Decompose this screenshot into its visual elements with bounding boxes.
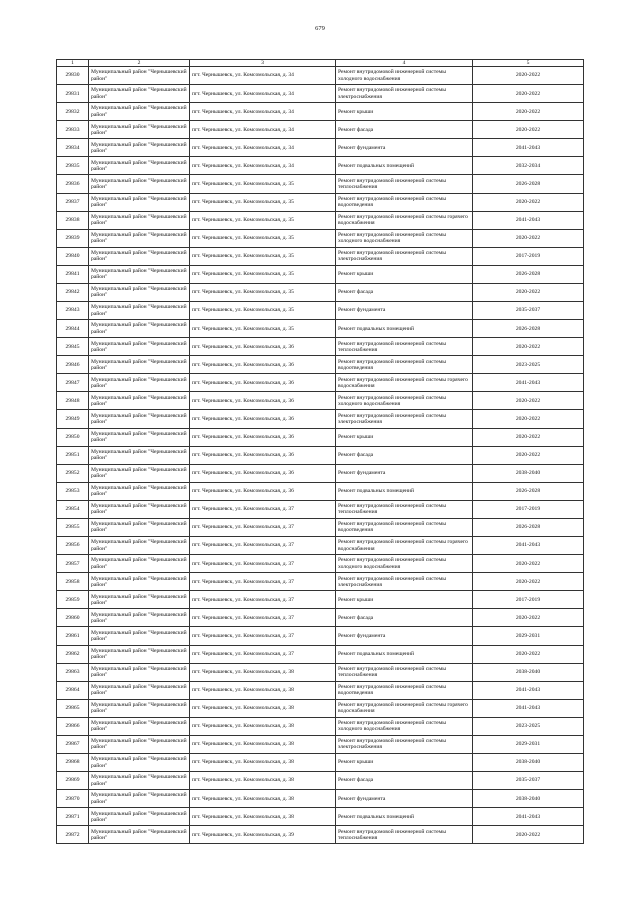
municipality-cell: Муниципальный район "Чернышевский район": [89, 681, 190, 699]
address-cell: пгт. Чернышевск, ул. Комсомольская, д. 38: [190, 808, 336, 826]
table-row: [57, 302, 584, 320]
municipality-cell: Муниципальный район "Чернышевский район": [89, 247, 190, 265]
work-type-cell: Ремонт внутридомовой инженерной системы теплоснабжения: [336, 338, 473, 356]
address-cell: пгт. Чернышевск, ул. Комсомольская, д. 35: [190, 320, 336, 338]
work-type-cell: Ремонт крыши: [336, 103, 473, 121]
period-cell: 2035-2037: [473, 302, 584, 320]
work-type-cell: Ремонт подвальных помещений: [336, 157, 473, 175]
work-type-cell: Ремонт фасада: [336, 283, 473, 301]
period-cell: 2020-2022: [473, 645, 584, 663]
row-number: 29868: [57, 753, 89, 771]
column-number-row: [57, 60, 584, 67]
municipality-cell: Муниципальный район "Чернышевский район": [89, 500, 190, 518]
row-number: 29872: [57, 826, 89, 844]
address-cell: пгт. Чернышевск, ул. Комсомольская, д. 36: [190, 482, 336, 500]
municipality-cell: Муниципальный район "Чернышевский район": [89, 518, 190, 536]
municipality-cell: Муниципальный район "Чернышевский район": [89, 283, 190, 301]
period-cell: 2041-2043: [473, 374, 584, 392]
work-type-cell: Ремонт подвальных помещений: [336, 808, 473, 826]
work-type-cell: Ремонт фасада: [336, 446, 473, 464]
municipality-cell: Муниципальный район "Чернышевский район": [89, 410, 190, 428]
period-cell: 2020-2022: [473, 428, 584, 446]
row-number: 29838: [57, 211, 89, 229]
work-type-cell: Ремонт фундамента: [336, 139, 473, 157]
work-type-cell: Ремонт внутридомовой инженерной системы горячего водоснабжения: [336, 699, 473, 717]
municipality-cell: Муниципальный район "Чернышевский район": [89, 320, 190, 338]
work-type-cell: Ремонт подвальных помещений: [336, 320, 473, 338]
row-number: 29865: [57, 699, 89, 717]
municipality-cell: Муниципальный район "Чернышевский район": [89, 826, 190, 844]
municipality-cell: Муниципальный район "Чернышевский район": [89, 446, 190, 464]
table-row: [57, 247, 584, 265]
row-number: 29854: [57, 500, 89, 518]
table-row: [57, 283, 584, 301]
work-type-cell: Ремонт внутридомовой инженерной системы холодного водоснабжения: [336, 67, 473, 85]
table-row: [57, 555, 584, 573]
address-cell: пгт. Чернышевск, ул. Комсомольская, д. 37: [190, 500, 336, 518]
row-number: 29850: [57, 428, 89, 446]
period-cell: 2023-2025: [473, 717, 584, 735]
table-row: [57, 573, 584, 591]
period-cell: 2029-2031: [473, 735, 584, 753]
work-type-cell: Ремонт внутридомовой инженерной системы теплоснабжения: [336, 500, 473, 518]
address-cell: пгт. Чернышевск, ул. Комсомольская, д. 34: [190, 139, 336, 157]
work-type-cell: Ремонт внутридомовой инженерной системы водоотведения: [336, 681, 473, 699]
table-row: [57, 320, 584, 338]
address-cell: пгт. Чернышевск, ул. Комсомольская, д. 34: [190, 85, 336, 103]
address-cell: пгт. Чернышевск, ул. Комсомольская, д. 35: [190, 229, 336, 247]
period-cell: 2020-2022: [473, 609, 584, 627]
address-cell: пгт. Чернышевск, ул. Комсомольская, д. 36: [190, 446, 336, 464]
work-type-cell: Ремонт внутридомовой инженерной системы горячего водоснабжения: [336, 537, 473, 555]
row-number: 29839: [57, 229, 89, 247]
address-cell: пгт. Чернышевск, ул. Комсомольская, д. 34: [190, 103, 336, 121]
capital-repair-table: [56, 59, 584, 844]
col-header-4: 4: [336, 60, 473, 67]
address-cell: пгт. Чернышевск, ул. Комсомольская, д. 35: [190, 193, 336, 211]
municipality-cell: Муниципальный район "Чернышевский район": [89, 772, 190, 790]
table-row: [57, 356, 584, 374]
address-cell: пгт. Чернышевск, ул. Комсомольская, д. 36: [190, 410, 336, 428]
address-cell: пгт. Чернышевск, ул. Комсомольская, д. 34: [190, 157, 336, 175]
address-cell: пгт. Чернышевск, ул. Комсомольская, д. 37: [190, 537, 336, 555]
table-row: [57, 500, 584, 518]
address-cell: пгт. Чернышевск, ул. Комсомольская, д. 37: [190, 555, 336, 573]
address-cell: пгт. Чернышевск, ул. Комсомольская, д. 37: [190, 518, 336, 536]
municipality-cell: Муниципальный район "Чернышевский район": [89, 808, 190, 826]
row-number: 29832: [57, 103, 89, 121]
municipality-cell: Муниципальный район "Чернышевский район": [89, 157, 190, 175]
table-row: [57, 175, 584, 193]
row-number: 29830: [57, 67, 89, 85]
address-cell: пгт. Чернышевск, ул. Комсомольская, д. 34: [190, 67, 336, 85]
table-body: [57, 67, 584, 844]
address-cell: пгт. Чернышевск, ул. Комсомольская, д. 35: [190, 211, 336, 229]
row-number: 29834: [57, 139, 89, 157]
address-cell: пгт. Чернышевск, ул. Комсомольская, д. 38: [190, 753, 336, 771]
work-type-cell: Ремонт фундамента: [336, 627, 473, 645]
row-number: 29867: [57, 735, 89, 753]
address-cell: пгт. Чернышевск, ул. Комсомольская, д. 38: [190, 699, 336, 717]
municipality-cell: Муниципальный район "Чернышевский район": [89, 67, 190, 85]
work-type-cell: Ремонт внутридомовой инженерной системы электроснабжения: [336, 735, 473, 753]
municipality-cell: Муниципальный район "Чернышевский район": [89, 753, 190, 771]
address-cell: пгт. Чернышевск, ул. Комсомольская, д. 36: [190, 374, 336, 392]
table-row: [57, 681, 584, 699]
work-type-cell: Ремонт внутридомовой инженерной системы водоотведения: [336, 193, 473, 211]
row-number: 29857: [57, 555, 89, 573]
row-number: 29871: [57, 808, 89, 826]
table-row: [57, 85, 584, 103]
address-cell: пгт. Чернышевск, ул. Комсомольская, д. 38: [190, 681, 336, 699]
table-row: [57, 193, 584, 211]
period-cell: 2023-2025: [473, 356, 584, 374]
period-cell: 2038-2040: [473, 464, 584, 482]
period-cell: 2020-2022: [473, 193, 584, 211]
municipality-cell: Муниципальный район "Чернышевский район": [89, 464, 190, 482]
period-cell: 2017-2019: [473, 500, 584, 518]
municipality-cell: Муниципальный район "Чернышевский район": [89, 735, 190, 753]
address-cell: пгт. Чернышевск, ул. Комсомольская, д. 35: [190, 302, 336, 320]
col-header-2: 2: [89, 60, 190, 67]
municipality-cell: Муниципальный район "Чернышевский район": [89, 482, 190, 500]
table-row: [57, 627, 584, 645]
col-header-1: 1: [57, 60, 89, 67]
col-header-5: 5: [473, 60, 584, 67]
period-cell: 2041-2043: [473, 699, 584, 717]
table-row: [57, 735, 584, 753]
work-type-cell: Ремонт внутридомовой инженерной системы электроснабжения: [336, 410, 473, 428]
table-row: [57, 121, 584, 139]
row-number: 29862: [57, 645, 89, 663]
address-cell: пгт. Чернышевск, ул. Комсомольская, д. 37: [190, 591, 336, 609]
period-cell: 2020-2022: [473, 392, 584, 410]
period-cell: 2041-2043: [473, 211, 584, 229]
row-number: 29863: [57, 663, 89, 681]
table-row: [57, 591, 584, 609]
table-row: [57, 753, 584, 771]
municipality-cell: Муниципальный район "Чернышевский район": [89, 591, 190, 609]
page-number: 679: [315, 25, 325, 32]
table-row: [57, 229, 584, 247]
work-type-cell: Ремонт фундамента: [336, 790, 473, 808]
period-cell: 2017-2019: [473, 247, 584, 265]
period-cell: 2026-2028: [473, 265, 584, 283]
row-number: 29840: [57, 247, 89, 265]
municipality-cell: Муниципальный район "Чернышевский район": [89, 699, 190, 717]
table-row: [57, 103, 584, 121]
municipality-cell: Муниципальный район "Чернышевский район": [89, 374, 190, 392]
row-number: 29843: [57, 302, 89, 320]
address-cell: пгт. Чернышевск, ул. Комсомольская, д. 35: [190, 247, 336, 265]
table-row: [57, 67, 584, 85]
address-cell: пгт. Чернышевск, ул. Комсомольская, д. 36: [190, 338, 336, 356]
address-cell: пгт. Чернышевск, ул. Комсомольская, д. 34: [190, 121, 336, 139]
municipality-cell: Муниципальный район "Чернышевский район": [89, 356, 190, 374]
table-row: [57, 446, 584, 464]
address-cell: пгт. Чернышевск, ул. Комсомольская, д. 37: [190, 573, 336, 591]
address-cell: пгт. Чернышевск, ул. Комсомольская, д. 38: [190, 790, 336, 808]
table-row: [57, 717, 584, 735]
table-row: [57, 772, 584, 790]
municipality-cell: Муниципальный район "Чернышевский район": [89, 175, 190, 193]
period-cell: 2020-2022: [473, 85, 584, 103]
period-cell: 2041-2043: [473, 537, 584, 555]
period-cell: 2041-2043: [473, 139, 584, 157]
row-number: 29859: [57, 591, 89, 609]
municipality-cell: Муниципальный район "Чернышевский район": [89, 85, 190, 103]
period-cell: 2038-2040: [473, 790, 584, 808]
period-cell: 2020-2022: [473, 338, 584, 356]
work-type-cell: Ремонт фасада: [336, 121, 473, 139]
row-number: 29869: [57, 772, 89, 790]
address-cell: пгт. Чернышевск, ул. Комсомольская, д. 35: [190, 265, 336, 283]
table-row: [57, 790, 584, 808]
municipality-cell: Муниципальный район "Чернышевский район": [89, 338, 190, 356]
work-type-cell: Ремонт крыши: [336, 591, 473, 609]
period-cell: 2029-2031: [473, 627, 584, 645]
period-cell: 2038-2040: [473, 753, 584, 771]
municipality-cell: Муниципальный район "Чернышевский район": [89, 645, 190, 663]
municipality-cell: Муниципальный район "Чернышевский район": [89, 121, 190, 139]
municipality-cell: Муниципальный район "Чернышевский район": [89, 790, 190, 808]
municipality-cell: Муниципальный район "Чернышевский район": [89, 211, 190, 229]
table-row: [57, 808, 584, 826]
row-number: 29841: [57, 265, 89, 283]
work-type-cell: Ремонт внутридомовой инженерной системы холодного водоснабжения: [336, 392, 473, 410]
period-cell: 2020-2022: [473, 283, 584, 301]
municipality-cell: Муниципальный район "Чернышевский район": [89, 573, 190, 591]
table-row: [57, 663, 584, 681]
row-number: 29866: [57, 717, 89, 735]
row-number: 29870: [57, 790, 89, 808]
row-number: 29861: [57, 627, 89, 645]
table-row: [57, 518, 584, 536]
period-cell: 2026-2028: [473, 518, 584, 536]
municipality-cell: Муниципальный район "Чернышевский район": [89, 193, 190, 211]
period-cell: 2041-2043: [473, 681, 584, 699]
address-cell: пгт. Чернышевск, ул. Комсомольская, д. 38: [190, 735, 336, 753]
period-cell: 2041-2043: [473, 808, 584, 826]
row-number: 29860: [57, 609, 89, 627]
address-cell: пгт. Чернышевск, ул. Комсомольская, д. 37: [190, 645, 336, 663]
period-cell: 2026-2028: [473, 482, 584, 500]
address-cell: пгт. Чернышевск, ул. Комсомольская, д. 36: [190, 464, 336, 482]
work-type-cell: Ремонт подвальных помещений: [336, 645, 473, 663]
period-cell: 2038-2040: [473, 663, 584, 681]
work-type-cell: Ремонт крыши: [336, 428, 473, 446]
table-row: [57, 392, 584, 410]
row-number: 29853: [57, 482, 89, 500]
work-type-cell: Ремонт внутридомовой инженерной системы теплоснабжения: [336, 175, 473, 193]
table-row: [57, 645, 584, 663]
period-cell: 2032-2034: [473, 157, 584, 175]
municipality-cell: Муниципальный район "Чернышевский район": [89, 663, 190, 681]
municipality-cell: Муниципальный район "Чернышевский район": [89, 392, 190, 410]
period-cell: 2020-2022: [473, 446, 584, 464]
table-row: [57, 211, 584, 229]
municipality-cell: Муниципальный район "Чернышевский район": [89, 265, 190, 283]
municipality-cell: Муниципальный район "Чернышевский район": [89, 428, 190, 446]
table-row: [57, 482, 584, 500]
row-number: 29864: [57, 681, 89, 699]
table-row: [57, 265, 584, 283]
municipality-cell: Муниципальный район "Чернышевский район": [89, 537, 190, 555]
address-cell: пгт. Чернышевск, ул. Комсомольская, д. 35: [190, 283, 336, 301]
table-row: [57, 537, 584, 555]
period-cell: 2020-2022: [473, 103, 584, 121]
work-type-cell: Ремонт фундамента: [336, 302, 473, 320]
table-row: [57, 374, 584, 392]
work-type-cell: Ремонт внутридомовой инженерной системы горячего водоснабжения: [336, 374, 473, 392]
work-type-cell: Ремонт внутридомовой инженерной системы водоотведения: [336, 518, 473, 536]
work-type-cell: Ремонт внутридомовой инженерной системы электроснабжения: [336, 85, 473, 103]
period-cell: 2020-2022: [473, 67, 584, 85]
period-cell: 2020-2022: [473, 121, 584, 139]
address-cell: пгт. Чернышевск, ул. Комсомольская, д. 38: [190, 663, 336, 681]
municipality-cell: Муниципальный район "Чернышевский район": [89, 229, 190, 247]
address-cell: пгт. Чернышевск, ул. Комсомольская, д. 39: [190, 826, 336, 844]
work-type-cell: Ремонт крыши: [336, 753, 473, 771]
work-type-cell: Ремонт внутридомовой инженерной системы водоотведения: [336, 356, 473, 374]
period-cell: 2020-2022: [473, 826, 584, 844]
municipality-cell: Муниципальный район "Чернышевский район": [89, 627, 190, 645]
table-row: [57, 338, 584, 356]
municipality-cell: Муниципальный район "Чернышевский район": [89, 609, 190, 627]
work-type-cell: Ремонт внутридомовой инженерной системы холодного водоснабжения: [336, 229, 473, 247]
municipality-cell: Муниципальный район "Чернышевский район": [89, 139, 190, 157]
period-cell: 2020-2022: [473, 555, 584, 573]
work-type-cell: Ремонт внутридомовой инженерной системы теплоснабжения: [336, 826, 473, 844]
row-number: 29833: [57, 121, 89, 139]
table-row: [57, 699, 584, 717]
row-number: 29852: [57, 464, 89, 482]
table-row: [57, 157, 584, 175]
work-type-cell: Ремонт внутридомовой инженерной системы электроснабжения: [336, 573, 473, 591]
municipality-cell: Муниципальный район "Чернышевский район": [89, 555, 190, 573]
period-cell: 2020-2022: [473, 573, 584, 591]
table-row: [57, 464, 584, 482]
row-number: 29849: [57, 410, 89, 428]
work-type-cell: Ремонт внутридомовой инженерной системы холодного водоснабжения: [336, 717, 473, 735]
address-cell: пгт. Чернышевск, ул. Комсомольская, д. 38: [190, 772, 336, 790]
table-row: [57, 410, 584, 428]
municipality-cell: Муниципальный район "Чернышевский район": [89, 302, 190, 320]
address-cell: пгт. Чернышевск, ул. Комсомольская, д. 38: [190, 717, 336, 735]
period-cell: 2020-2022: [473, 229, 584, 247]
period-cell: 2026-2028: [473, 175, 584, 193]
work-type-cell: Ремонт внутридомовой инженерной системы холодного водоснабжения: [336, 555, 473, 573]
work-type-cell: Ремонт внутридомовой инженерной системы горячего водоснабжения: [336, 211, 473, 229]
address-cell: пгт. Чернышевск, ул. Комсомольская, д. 36: [190, 392, 336, 410]
table-row: [57, 609, 584, 627]
row-number: 29856: [57, 537, 89, 555]
row-number: 29845: [57, 338, 89, 356]
row-number: 29835: [57, 157, 89, 175]
row-number: 29847: [57, 374, 89, 392]
row-number: 29846: [57, 356, 89, 374]
period-cell: 2026-2028: [473, 320, 584, 338]
period-cell: 2020-2022: [473, 410, 584, 428]
row-number: 29842: [57, 283, 89, 301]
address-cell: пгт. Чернышевск, ул. Комсомольская, д. 37: [190, 627, 336, 645]
row-number: 29844: [57, 320, 89, 338]
address-cell: пгт. Чернышевск, ул. Комсомольская, д. 37: [190, 609, 336, 627]
address-cell: пгт. Чернышевск, ул. Комсомольская, д. 35: [190, 175, 336, 193]
period-cell: 2035-2037: [473, 772, 584, 790]
work-type-cell: Ремонт внутридомовой инженерной системы электроснабжения: [336, 247, 473, 265]
municipality-cell: Муниципальный район "Чернышевский район": [89, 103, 190, 121]
row-number: 29831: [57, 85, 89, 103]
work-type-cell: Ремонт подвальных помещений: [336, 482, 473, 500]
table-row: [57, 826, 584, 844]
work-type-cell: Ремонт крыши: [336, 265, 473, 283]
col-header-3: 3: [190, 60, 336, 67]
period-cell: 2017-2019: [473, 591, 584, 609]
row-number: 29837: [57, 193, 89, 211]
work-type-cell: Ремонт внутридомовой инженерной системы теплоснабжения: [336, 663, 473, 681]
row-number: 29848: [57, 392, 89, 410]
address-cell: пгт. Чернышевск, ул. Комсомольская, д. 36: [190, 356, 336, 374]
row-number: 29858: [57, 573, 89, 591]
work-type-cell: Ремонт фасада: [336, 609, 473, 627]
row-number: 29851: [57, 446, 89, 464]
row-number: 29855: [57, 518, 89, 536]
municipality-cell: Муниципальный район "Чернышевский район": [89, 717, 190, 735]
row-number: 29836: [57, 175, 89, 193]
work-type-cell: Ремонт фундамента: [336, 464, 473, 482]
address-cell: пгт. Чернышевск, ул. Комсомольская, д. 36: [190, 428, 336, 446]
work-type-cell: Ремонт фасада: [336, 772, 473, 790]
table-row: [57, 428, 584, 446]
table-row: [57, 139, 584, 157]
